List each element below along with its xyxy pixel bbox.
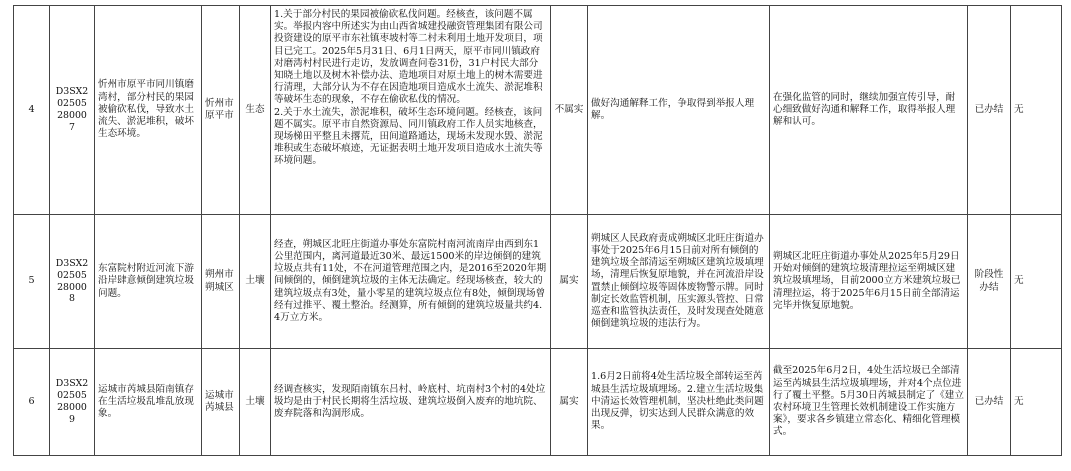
table-container: [13, 5, 1062, 456]
issue-description: 东富院村附近河流下游沿岸肆意倾倒建筑垃圾问题。: [95, 215, 202, 349]
completion-status: 已办结: [968, 349, 1011, 456]
rectification-status: 截至2025年6月2日，4处生活垃圾已全部清运至芮城县生活垃圾填埋场，并对4个点位进行了覆土平整。5月30日芮城县制定了《建立农村环境卫生管理长效机制建设工作实施方案》，要求各乡镇建立常态化、精细化管理模式。: [770, 349, 968, 456]
pollution-category: 土壤: [240, 349, 271, 456]
issue-description: 忻州市原平市同川镇磨湾村，部分村民的果园被偷砍私伐，导致水土流失、淤泥堆积，破坏生态环境。: [95, 6, 202, 215]
accountability: 无: [1011, 349, 1062, 456]
completion-status: 阶段性办结: [968, 215, 1011, 349]
case-code: D3SX2 02505 28000 7: [50, 6, 95, 215]
row-number: 6: [14, 349, 50, 456]
administrative-area: 朔州市朔城区: [202, 215, 240, 349]
row-number: 5: [14, 215, 50, 349]
pollution-category: 生态: [240, 6, 271, 215]
is-true: 不属实: [551, 6, 588, 215]
issue-description: 运城市芮城县陌南镇存在生活垃圾乱堆乱放现象。: [95, 349, 202, 456]
handling-measures: 做好沟通解释工作，争取得到举报人理解。: [588, 6, 770, 215]
handling-measures: 朔城区人民政府责成朔城区北旺庄街道办事处于2025年6月15日前对所有倾倒的建筑垃圾全部清运至朔城区建筑垃圾填埋场，清理后恢复原地貌，并在河流沿岸设置禁止倾倒垃圾等固体废物警示牌。同时制定长效监管机制，压实源头管控、日常巡查和监管执法责任，及时发现查处随意倾倒建筑垃圾的违法行为。: [588, 215, 770, 349]
administrative-area: 忻州市原平市: [202, 6, 240, 215]
verification-details: 1.关于部分村民的果园被偷砍私伐问题。经核查，该问题不属实。举报内容中所述实为由山西省城建投融资管理集团有限公司投资建设的原平市东社镇枣坡村等二村未利用土地开发项目，项目已完工。2025年5月31日、6月1日两天，原平市同川镇政府对磨湾村村民进行走访，发放调查问卷31份，31户村民大部分知晓土地以及树木补偿办法、造地项目对原土地上的树木需要进行清理，大部分认为不存在因造地项目造成水土流失、淤泥堆积等破坏生态的现象，不存在偷砍私伐的情况。 2.关于水土流失，淤泥堆积，破坏生态环境问题。经核查，该问题不属实。原平市自然资源局、同川镇政府工作人员实地核查，现场梯田平整且未撂荒，田间道路通达，现场未发现水毁、淤泥堆积或生态破坏痕迹，无证据表明土地开发项目造成水土流失等环境问题。: [271, 6, 551, 215]
completion-status: 已办结: [968, 6, 1011, 215]
pollution-category: 土壤: [240, 215, 271, 349]
rectification-status: 朔城区北旺庄街道办事处从2025年5月29日开始对倾倒的建筑垃圾清理拉运至朔城区建筑垃圾填埋场，目前2000立方米建筑垃圾已清理拉运，将于2025年6月15日前全部清运完毕并恢复原地貌。: [770, 215, 968, 349]
table-row: [14, 6, 1062, 215]
table-row: [14, 215, 1062, 349]
case-code: D3SX2 02505 28000 8: [50, 215, 95, 349]
verification-details: 经查，朔城区北旺庄街道办事处东富院村南河流南岸由西到东1公里范围内，离河道最近30米、最远1500米的岸边倾倒的建筑垃圾点共有11处，不在河道管理范围之内，是2016至2020年期间倾倒的，倾倒建筑垃圾的主体无法确定。经现场核查，较大的建筑垃圾点有3处，量小零星的建筑垃圾点位有8处，倾倒现场曾经有过推平、覆土整治。经测算，所有倾倒的建筑垃圾量共约4.4万立方米。: [271, 215, 551, 349]
complaint-table: [13, 5, 1062, 456]
accountability: 无: [1011, 215, 1062, 349]
accountability: 无: [1011, 6, 1062, 215]
verification-details: 经调查核实，发现陌南镇东吕村、岭底村、坑南村3个村的4处垃圾均是由于村民长期将生活垃圾、建筑垃圾倒入废弃的地坑院、废弃院落和沟洞形成。: [271, 349, 551, 456]
row-number: 4: [14, 6, 50, 215]
is-true: 属实: [551, 349, 588, 456]
administrative-area: 运城市芮城县: [202, 349, 240, 456]
is-true: 属实: [551, 215, 588, 349]
rectification-status: 在强化监管的同时，继续加强宣传引导，耐心细致做好沟通和解释工作，取得举报人理解和认可。: [770, 6, 968, 215]
handling-measures: 1.6月2日前将4处生活垃圾全部转运至芮城县生活垃圾填埋场。2.建立生活垃圾集中清运长效管理机制，坚决杜绝此类问题出现反弹，切实达到人民群众满意的效果。: [588, 349, 770, 456]
table-row: [14, 349, 1062, 456]
case-code: D3SX2 02505 28000 9: [50, 349, 95, 456]
